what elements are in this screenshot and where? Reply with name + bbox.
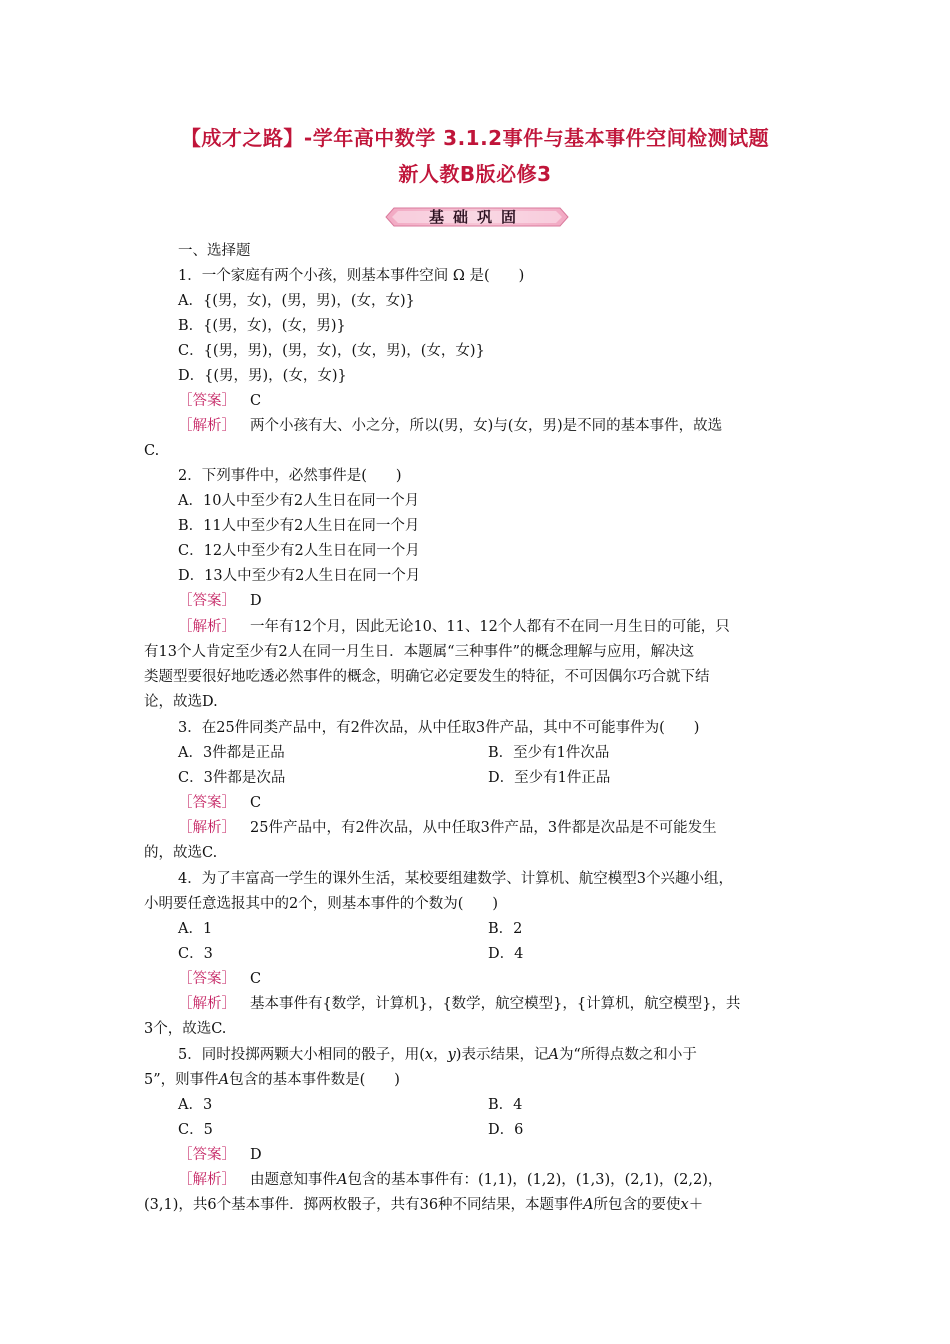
- q5-analysis-line-2: [144, 1196, 703, 1214]
- q5-option-d: D．6: [488, 1122, 524, 1138]
- var-a: A: [337, 1172, 348, 1188]
- analysis-tag: ［解析］: [178, 996, 236, 1012]
- q3-analysis-line-2: 的，故选C.: [144, 845, 218, 861]
- q4-answer: C: [250, 971, 262, 987]
- q2-answer-line: [178, 592, 262, 610]
- q2-analysis-line-2: 有13个人肯定至少有2人在同一月生日．本题属“三种事件”的概念理解与应用，解决这: [144, 644, 694, 660]
- q1-option-a: A．{(男，女)，(男，男)，(女，女)}: [178, 293, 415, 309]
- q1-analysis-text: 两个小孩有大、小之分，所以(男，女)与(女，男)是不同的基本事件，故选: [250, 418, 723, 434]
- q2-answer: D: [250, 593, 262, 609]
- q5-analysis-text: (3,1)，共6个基本事件．掷两枚骰子，共有36种不同结果，本题事件: [144, 1197, 584, 1213]
- q3-analysis-text: 25件产品中，有2件次品，从中任取3件产品，3件都是次品是不可能发生: [250, 820, 717, 836]
- answer-tag: ［答案］: [178, 971, 236, 987]
- q4-option-b: B．2: [488, 921, 523, 937]
- q4-option-d: D．4: [488, 946, 524, 962]
- section-banner: [384, 206, 570, 228]
- q1-analysis-line-1: [178, 417, 722, 435]
- q5-analysis-text: ＋: [688, 1197, 704, 1213]
- q2-analysis-line-1: [178, 618, 730, 636]
- q1-answer-line: [178, 392, 261, 410]
- answer-tag: ［答案］: [178, 393, 236, 409]
- q2-stem: 2．下列事件中，必然事件是( ): [178, 468, 402, 484]
- var-a: A: [583, 1197, 594, 1213]
- q5-answer-line: [178, 1146, 262, 1164]
- q2-option-b: B．11人中至少有2人生日在同一个月: [178, 518, 420, 534]
- answer-tag: ［答案］: [178, 795, 236, 811]
- document-title-line-1: 【成才之路】-学年高中数学 3.1.2事件与基本事件空间检测试题: [180, 126, 770, 150]
- q2-analysis-line-4: 论，故选D.: [144, 694, 218, 710]
- q5-stem-text: )表示结果，记: [455, 1047, 549, 1063]
- answer-tag: ［答案］: [178, 1147, 236, 1163]
- q2-option-d: D．13人中至少有2人生日在同一个月: [178, 568, 421, 584]
- q5-stem-text: 5．同时投掷两颗大小相同的骰子，用(: [178, 1047, 425, 1063]
- var-a: A: [218, 1072, 230, 1088]
- q4-analysis-line-2: 3个，故选C.: [144, 1021, 227, 1037]
- q1-option-d: D．{(男，男)，(女，女)}: [178, 368, 347, 384]
- q4-option-c: C．3: [178, 946, 213, 962]
- analysis-tag: ［解析］: [178, 1172, 236, 1188]
- q3-option-c: C．3件都是次品: [178, 770, 286, 786]
- q5-stem-text: 包含的基本事件数是( ): [229, 1072, 400, 1088]
- q3-option-d: D．至少有1件正品: [488, 770, 611, 786]
- q5-analysis-text: 所包含的要使: [593, 1197, 681, 1213]
- analysis-tag: ［解析］: [178, 418, 236, 434]
- q2-option-a: A．10人中至少有2人生日在同一个月: [178, 493, 420, 509]
- q1-option-c: C．{(男，男)，(男，女)，(女，男)，(女，女)}: [178, 343, 485, 359]
- var-x: x: [424, 1047, 434, 1063]
- q5-answer: D: [250, 1147, 262, 1163]
- q5-option-c: C．5: [178, 1122, 213, 1138]
- document-title-line-2: 新人教B版必修3: [398, 162, 552, 186]
- q1-stem: 1．一个家庭有两个小孩，则基本事件空间 Ω 是( ): [178, 268, 525, 284]
- q5-stem-text: ，: [433, 1047, 448, 1063]
- q1-analysis-line-2: C.: [144, 443, 160, 459]
- q4-stem-line-1: 4．为了丰富高一学生的课外生活，某校要组建数学、计算机、航空模型3个兴趣小组，: [178, 871, 733, 887]
- q3-option-a: A．3件都是正品: [178, 745, 285, 761]
- analysis-tag: ［解析］: [178, 820, 236, 836]
- answer-tag: ［答案］: [178, 593, 236, 609]
- analysis-tag: ［解析］: [178, 619, 236, 635]
- q4-analysis-line-1: [178, 995, 740, 1013]
- q1-option-b: B．{(男，女)，(女，男)}: [178, 318, 346, 334]
- section-heading: 一、选择题: [178, 243, 251, 259]
- q3-answer-line: [178, 794, 261, 812]
- q5-stem-text: 5”，则事件: [144, 1072, 219, 1088]
- q5-analysis-line-1: [178, 1171, 722, 1189]
- q5-stem-line-1: [178, 1046, 697, 1064]
- q2-option-c: C．12人中至少有2人生日在同一个月: [178, 543, 420, 559]
- q5-option-a: A．3: [178, 1097, 213, 1113]
- var-y: y: [447, 1047, 456, 1063]
- var-x: x: [680, 1197, 689, 1213]
- q4-stem-line-2: 小明要任意选报其中的2个，则基本事件的个数为( ): [144, 896, 499, 912]
- q4-answer-line: [178, 970, 261, 988]
- q5-analysis-text: 包含的基本事件有：(1,1)，(1,2)，(1,3)，(2,1)，(2,2)，: [347, 1172, 723, 1188]
- q5-analysis-text: 由题意知事件: [250, 1172, 337, 1188]
- q1-answer: C: [250, 393, 262, 409]
- banner-label: 基础巩固: [428, 208, 525, 226]
- q3-option-b: B．至少有1件次品: [488, 745, 610, 761]
- q4-analysis-text: 基本事件有{数学，计算机}，{数学，航空模型}，{计算机，航空模型}，共: [250, 996, 741, 1012]
- q3-answer: C: [250, 795, 262, 811]
- q2-analysis-line-3: 类题型要很好地吃透必然事件的概念，明确它必定要发生的特征，不可因偶尔巧合就下结: [144, 669, 710, 685]
- q5-stem-text: 为“所得点数之和小于: [558, 1047, 697, 1063]
- var-a: A: [548, 1047, 559, 1063]
- q3-analysis-line-1: [178, 819, 717, 837]
- q5-stem-line-2: [144, 1071, 400, 1089]
- q4-option-a: A．1: [178, 921, 213, 937]
- q3-stem: 3．在25件同类产品中，有2件次品，从中任取3件产品，其中不可能事件为( ): [178, 720, 700, 736]
- q2-analysis-text: 一年有12个月，因此无论10、11、12个人都有不在同一月生日的可能，只: [250, 619, 730, 635]
- q5-option-b: B．4: [488, 1097, 523, 1113]
